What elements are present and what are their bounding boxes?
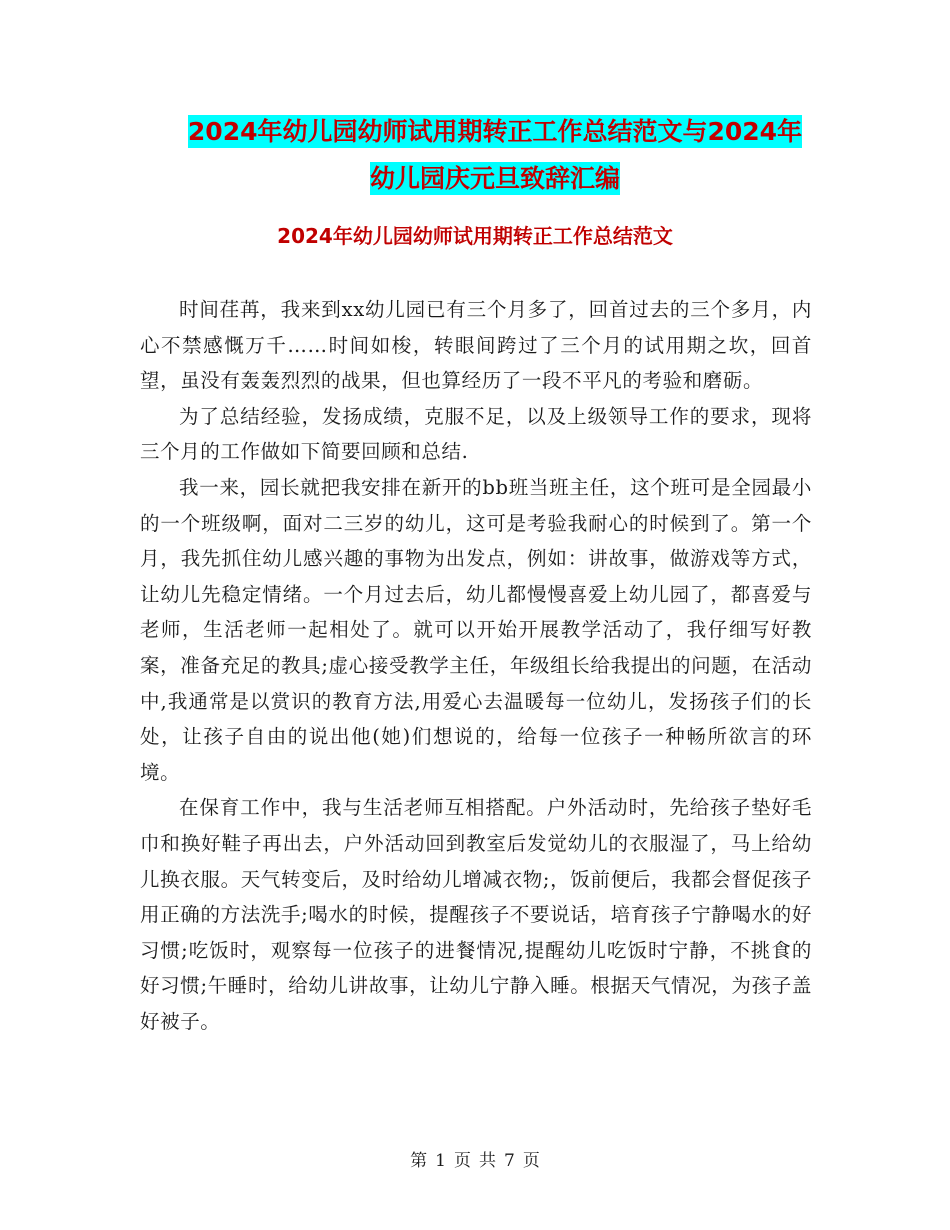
total-pages-number: 7 [504, 1151, 515, 1171]
current-page-number: 1 [435, 1151, 446, 1171]
document-title-line2: 幼儿园庆元旦致辞汇编 [369, 164, 620, 193]
page-label-prefix: 第 [410, 1151, 428, 1171]
page-footer [0, 1150, 950, 1172]
paragraph: 时间荏苒，我来到xx幼儿园已有三个月多了，回首过去的三个多月，内心不禁感慨万千……时间如梭，转眼间跨过了三个月的试用期之坎，回首望，虽没有轰轰烈烈的战果，但也算经历了一段不平凡的考验和磨砺。 [140, 298, 812, 393]
page-label: 页 [454, 1151, 471, 1171]
document-title-line1: 2024年幼儿园幼师试用期转正工作总结范文与2024年 [187, 117, 803, 146]
document-title [140, 108, 850, 202]
section-title: 2024年幼儿园幼师试用期转正工作总结范文 [277, 224, 673, 248]
paragraph: 在保育工作中，我与生活老师互相搭配。户外活动时，先给孩子垫好毛巾和换好鞋子再出去，户外活动回到教室后发觉幼儿的衣服湿了，马上给幼儿换衣服。天气转变后，及时给幼儿增减衣物;，饭前便后，我都会督促孩子用正确的方法洗手;喝水的时候，提醒孩子不要说话，培育孩子宁静喝水的好习惯;吃饭时，观察每一位孩子的进餐情况,提醒幼儿吃饭时宁静，不挑食的好习惯;午睡时，给幼儿讲故事，让幼儿宁静入睡。根据天气情况，为孩子盖好被子。 [140, 796, 812, 1033]
document-body [140, 292, 812, 1039]
paragraph: 为了总结经验，发扬成绩，克服不足，以及上级领导工作的要求，现将三个月的工作做如下简要回顾和总结. [140, 404, 812, 464]
total-label: 共 [479, 1151, 496, 1171]
page-label-suffix: 页 [522, 1151, 540, 1171]
paragraph: 我一来，园长就把我安排在新开的bb班当班主任，这个班可是全园最小的一个班级啊，面对二三岁的幼儿，这可是考验我耐心的时候到了。第一个月，我先抓住幼儿感兴趣的事物为出发点，例如：讲故事，做游戏等方式，让幼儿先稳定情绪。一个月过去后，幼儿都慢慢喜爱上幼儿园了，都喜爱与老师，生活老师一起相处了。就可以开始开展教学活动了，我仔细写好教案，准备充足的教具;虚心接受教学主任，年级组长给我提出的问题，在活动中,我通常是以赏识的教育方法,用爱心去温暖每一位幼儿，发扬孩子们的长处，让孩子自由的说出他(她)们想说的，给每一位孩子一种畅所欲言的环境。 [140, 475, 812, 784]
